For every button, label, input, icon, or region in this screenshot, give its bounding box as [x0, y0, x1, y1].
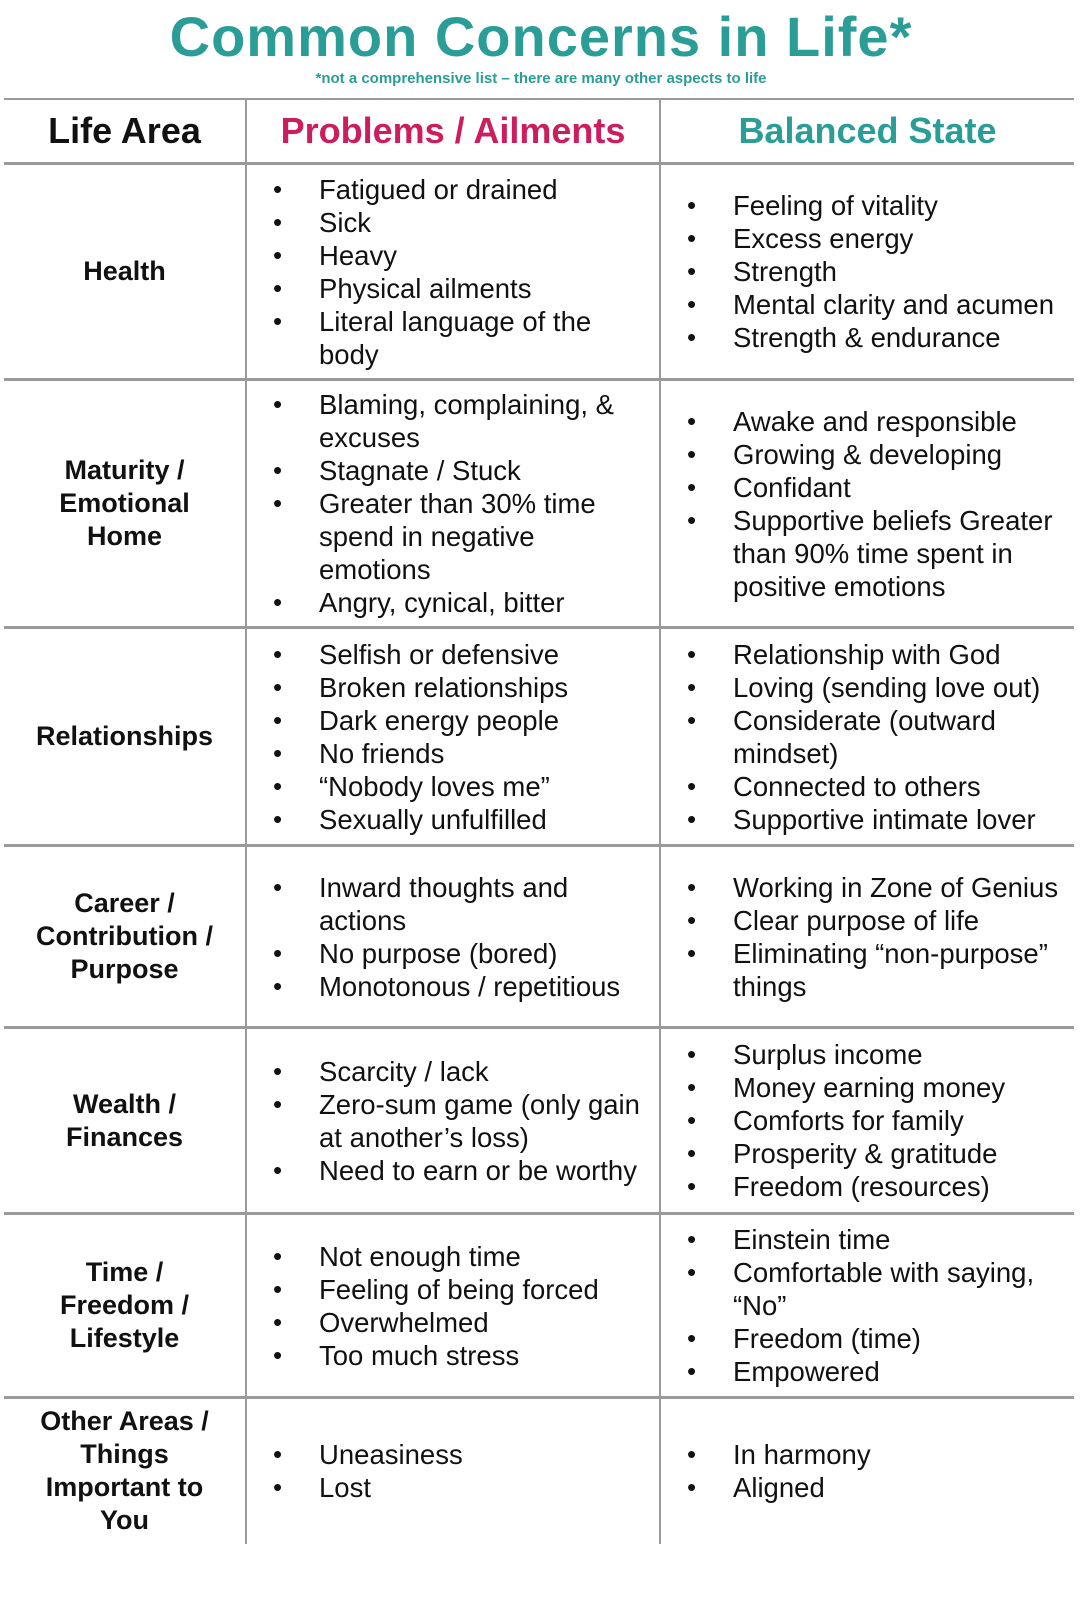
list-item: • Not enough time	[247, 1240, 659, 1273]
table-row	[4, 1214, 1074, 1398]
list-item: • Excess energy	[661, 222, 1074, 255]
life-area-label: Time /	[85, 1257, 164, 1287]
header-row	[4, 99, 1074, 164]
problems-cell	[246, 1214, 660, 1398]
list-item: • Feeling of vitality	[661, 189, 1074, 222]
life-area-label: Maturity /	[64, 455, 185, 485]
balanced-state-list	[661, 871, 1074, 1003]
balanced-state-list	[661, 1223, 1074, 1388]
list-item: • Sick	[247, 206, 659, 239]
table-row	[4, 1398, 1074, 1544]
life-area-label: Wealth /	[72, 1088, 177, 1119]
list-item: • Fatigued or drained	[247, 173, 659, 206]
problems-cell	[246, 164, 660, 380]
balanced-state-cell	[660, 380, 1074, 628]
problems-list	[247, 173, 659, 371]
list-item: • Prosperity & gratitude	[661, 1137, 1074, 1170]
balanced-state-cell	[660, 846, 1074, 1028]
list-item: • Clear purpose of life	[661, 904, 1074, 937]
life-area-label: Freedom /	[59, 1290, 190, 1320]
list-item: • Lost	[247, 1471, 659, 1504]
problems-list	[247, 871, 659, 1003]
problems-cell	[246, 380, 660, 628]
list-item: • Considerate (outward mindset)	[661, 704, 1074, 770]
problems-list	[247, 1055, 659, 1187]
list-item: • Angry, cynical, bitter	[247, 586, 659, 619]
life-area-label: Other Areas /	[40, 1406, 209, 1437]
balanced-state-cell	[660, 1398, 1074, 1544]
list-item: • Zero-sum game (only gain at another’s loss)	[247, 1088, 659, 1154]
list-item: • Einstein time	[661, 1223, 1074, 1256]
list-item: • Money earning money	[661, 1071, 1074, 1104]
problems-list	[247, 1240, 659, 1372]
life-area-label: Lifestyle	[69, 1323, 180, 1353]
balanced-state-list	[661, 405, 1074, 603]
list-item: • Connected to others	[661, 770, 1074, 803]
table-row	[4, 380, 1074, 628]
list-item: • Freedom (resources)	[661, 1170, 1074, 1203]
list-item: • Overwhelmed	[247, 1306, 659, 1339]
life-area-cell	[4, 1028, 246, 1214]
table-row	[4, 846, 1074, 1028]
list-item: • Awake and responsible	[661, 405, 1074, 438]
list-item: • Selfish or defensive	[247, 638, 659, 671]
list-item: • Broken relationships	[247, 671, 659, 704]
life-area-label: Emotional	[59, 488, 190, 518]
list-item: • Heavy	[247, 239, 659, 272]
concerns-table	[4, 98, 1074, 1544]
life-area-label: Important to	[45, 1472, 204, 1503]
life-area-cell	[4, 380, 246, 628]
balanced-state-cell	[660, 1028, 1074, 1214]
list-item: • Physical ailments	[247, 272, 659, 305]
problems-cell	[246, 1398, 660, 1544]
list-item: • Too much stress	[247, 1339, 659, 1372]
problems-list	[247, 388, 659, 619]
list-item: • Supportive intimate lover	[661, 803, 1074, 836]
balanced-state-cell	[660, 164, 1074, 380]
table-row	[4, 628, 1074, 846]
list-item: • No friends	[247, 737, 659, 770]
life-area-label: Relationships	[35, 721, 214, 751]
list-item: • Monotonous / repetitious	[247, 970, 659, 1003]
list-item: • Comfortable with saying, “No”	[661, 1256, 1074, 1322]
list-item: • Stagnate / Stuck	[247, 454, 659, 487]
problems-cell	[246, 628, 660, 846]
life-area-label: Purpose	[70, 954, 179, 984]
table-body	[4, 164, 1074, 1544]
problems-list	[247, 638, 659, 836]
life-area-label: Things	[80, 1439, 169, 1470]
list-item: • In harmony	[661, 1438, 1074, 1471]
page-title: Common Concerns in Life*	[169, 5, 913, 68]
list-item: • Strength	[661, 255, 1074, 288]
list-item: • No purpose (bored)	[247, 937, 659, 970]
list-item: • Strength & endurance	[661, 321, 1074, 354]
list-item: • Comforts for family	[661, 1104, 1074, 1137]
list-item: • Need to earn or be worthy	[247, 1154, 659, 1187]
header-problems: Problems / Ailments	[246, 99, 660, 164]
balanced-state-list	[661, 189, 1074, 354]
table-row	[4, 1028, 1074, 1214]
problems-list	[247, 1438, 659, 1504]
list-item: • Aligned	[661, 1471, 1074, 1504]
list-item: • Scarcity / lack	[247, 1055, 659, 1088]
list-item: • Surplus income	[661, 1038, 1074, 1071]
list-item: • Eliminating “non-purpose” things	[661, 937, 1074, 1003]
life-area-label: Finances	[65, 1121, 184, 1152]
life-area-label: You	[100, 1505, 149, 1536]
list-item: • Greater than 30% time spend in negative emotions	[247, 487, 659, 586]
life-area-label: Career /	[74, 888, 175, 918]
balanced-state-list	[661, 1438, 1074, 1504]
list-item: • Inward thoughts and actions	[247, 871, 659, 937]
problems-cell	[246, 1028, 660, 1214]
balanced-state-list	[661, 638, 1074, 836]
list-item: • Empowered	[661, 1355, 1074, 1388]
list-item: • Sexually unfulfilled	[247, 803, 659, 836]
list-item: • Dark energy people	[247, 704, 659, 737]
problems-cell	[246, 846, 660, 1028]
balanced-state-cell	[660, 628, 1074, 846]
list-item: • Relationship with God	[661, 638, 1074, 671]
list-item: • Mental clarity and acumen	[661, 288, 1074, 321]
list-item: • “Nobody loves me”	[247, 770, 659, 803]
list-item: • Feeling of being forced	[247, 1273, 659, 1306]
life-area-cell	[4, 1398, 246, 1544]
list-item: • Freedom (time)	[661, 1322, 1074, 1355]
life-area-label: Health	[83, 256, 166, 286]
table-row	[4, 164, 1074, 380]
list-item: • Loving (sending love out)	[661, 671, 1074, 704]
life-area-cell	[4, 1214, 246, 1398]
life-area-cell	[4, 846, 246, 1028]
list-item: • Supportive beliefs Greater than 90% time spent in positive emotions	[661, 504, 1074, 603]
life-area-cell	[4, 164, 246, 380]
list-item: • Working in Zone of Genius	[661, 871, 1074, 904]
list-item: • Uneasiness	[247, 1438, 659, 1471]
list-item: • Literal language of the body	[247, 305, 659, 371]
list-item: • Confidant	[661, 471, 1074, 504]
life-area-label: Home	[86, 521, 162, 551]
balanced-state-list	[661, 1038, 1074, 1203]
header-balanced-state: Balanced State	[660, 99, 1074, 164]
list-item: • Blaming, complaining, & excuses	[247, 388, 659, 454]
life-area-label: Contribution /	[36, 921, 213, 951]
balanced-state-cell	[660, 1214, 1074, 1398]
header-life-area: Life Area	[4, 99, 246, 164]
life-area-cell	[4, 628, 246, 846]
list-item: • Growing & developing	[661, 438, 1074, 471]
page-subtitle: *not a comprehensive list – there are many other aspects to life	[315, 70, 767, 87]
